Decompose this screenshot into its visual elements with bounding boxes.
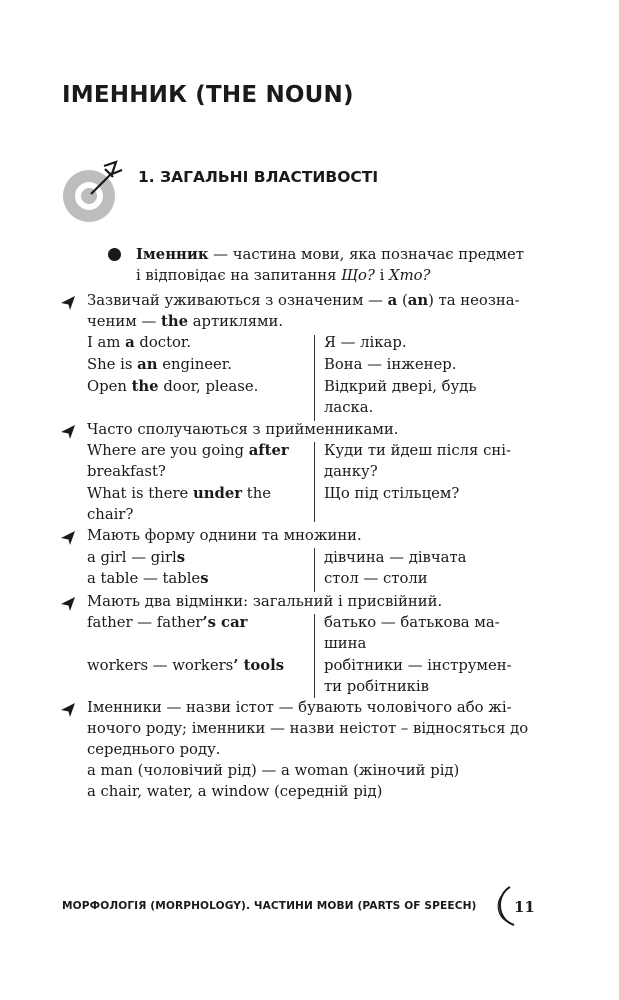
rule-3-text: Мають форму однини та множини. [87,527,362,544]
example-ua: Що під стільцем? [324,485,460,502]
navigation-arrow-icon [60,295,76,311]
page-number: 11 [514,898,535,916]
rule-1-line-2: ченим — the артиклями. [87,313,284,330]
definition-term: Іменник [136,246,209,263]
example-en: I am a doctor. [87,334,192,351]
rule-4-text: Мають два відмінки: загальний і присвійний. [87,593,443,610]
example-ua: Відкрий двері, будь ласка. [324,378,477,416]
example-en: Open the door, please. [87,378,259,395]
navigation-arrow-icon [60,596,76,612]
example-ua: Я — лікар. [324,334,407,351]
bullet-dot-icon [108,248,121,261]
navigation-arrow-icon [60,424,76,440]
rule-2-text: Часто сполучаються з прийменниками. [87,421,399,438]
column-divider [314,335,315,421]
example-en: She is an engineer. [87,356,232,373]
rule-5-text: Іменники — назви істот — бувають чоловічого або жі- ночого роду; іменники — назви неістот – відносяться до середнього роду. a man (чоловічий рід) — a woman (жіночий рід) a chair, water, a window (середній рід) [87,699,529,800]
definition-text: Іменник — частина мови, яка позначає предмет і відповідає на запитання Що? і Хто? [136,246,524,284]
navigation-arrow-icon [60,530,76,546]
target-arrow-icon [60,160,124,224]
running-footer: МОРФОЛОГІЯ (MORPHOLOGY). ЧАСТИНИ МОВИ (PARTS OF SPEECH) [62,900,477,912]
example-ua: стол — столи [324,570,428,587]
example-en: Where are you going after breakfast? [87,442,289,480]
navigation-arrow-icon [60,702,76,718]
page-title: ІМЕННИК (THE NOUN) [62,82,354,108]
example-ua: Куди ти йдеш після сні- данку? [324,442,511,480]
column-divider [314,614,315,698]
example-en: workers — workers’ tools [87,657,285,674]
example-ua: робітники — інструмен- ти робітників [324,657,512,695]
example-ua: батько — батькова ма- шина [324,614,500,652]
example-en: father — father’s car [87,614,248,631]
example-en: a girl — girls [87,549,186,566]
example-ua: Вона — інженер. [324,356,457,373]
column-divider [314,442,315,522]
rule-1-line-1: Зазвичай уживаються з означеним — a (an) та неозна- [87,292,520,309]
section-heading: 1. ЗАГАЛЬНІ ВЛАСТИВОСТІ [138,168,379,186]
column-divider [314,548,315,592]
page-number-badge [492,885,548,929]
example-en: What is there under the chair? [87,485,272,523]
example-en: a table — tables [87,570,209,587]
example-ua: дівчина — дівчата [324,549,467,566]
